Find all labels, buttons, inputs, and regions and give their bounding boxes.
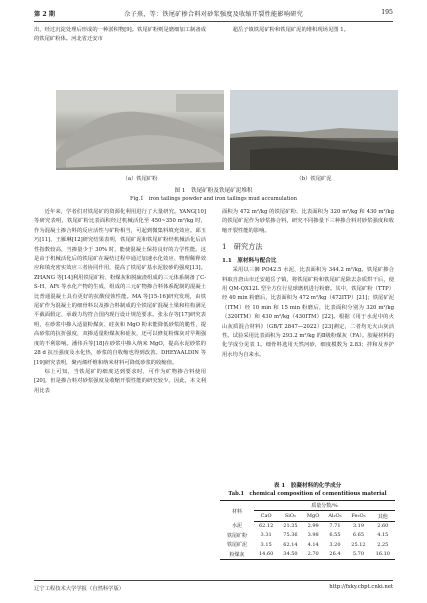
running-title: 佘子熹，等：铁尾矿掺合料对砂浆强度及收缩开裂性能影响研究 [124,11,303,18]
left-column-body [34,208,206,396]
table-cell: 75.36 [283,532,298,539]
footer-journal: 辽宁工程技术大学学报（自然科学版） [34,586,125,592]
figure-subcaption-a: （a）铁尾矿粉 [122,176,158,182]
row-label: 铁尾矿泥 [226,542,247,549]
header-rule [34,21,393,22]
table-row [220,540,395,549]
table-cell: 34.50 [278,549,302,559]
table-cell: 16.10 [371,549,395,559]
table-row [220,531,395,540]
row-label: 铁尾矿粉 [226,532,247,539]
mud-pile-illustration [230,90,398,170]
row-label: 水泥 [231,523,242,530]
column-group-header: 质量分数/% [254,501,395,511]
materials-paragraph: 采用以三狮 PO42.5 水泥，比表面积为 344.2 m²/kg。铁尾矿掺合料取自唐山市迁安超岳子镇，将铁尾矿粉和铁尾矿泥除去杂质烘干后，使用 QM-QX12L 型全方位行星球磨机进行粉磨。其中，铁尾矿粉（TTP）经 40 min 粉磨后，比表面积为 472 m²/kg（472ITP）[21]；铁尾矿泥（ITM）经 10 min 和 15 min 粉磨后，比表面积分别为 320 m²/kg（320ITM）和 430 m²/kg（430ITM）[22]。根据《用于水泥中的火山灰质混合材料》（GB/T 2847—2022）[23]测定，二者均无火山灰活性。试验采用比表面积为 293.2 m²/kg 的Ⅱ级粉煤灰（FA）。胶凝材料的化学成分见表 1。细骨料选用天然河砂，细度模数为 2.83；拌和及养护用水均为自来水。 [222,267,394,358]
table-cell: 3.19 [352,523,365,530]
intro-continuation: 面积为 472 m²/kg 的铁尾矿粉、比表面积为 320 m²/kg 和 430 m²/kg 的铁尾矿泥作为砂浆掺合料，研究不同掺量下三种掺合料对砂浆强度和收缩开裂性能的影响。 [222,209,394,234]
table-title-en: Tab.1 chemical composition of cementitious material [228,491,387,497]
figure-caption-en: Fig.1 iron tailings powder and iron tailings mud accumulation [130,196,297,202]
table-cell: 14.60 [254,549,278,559]
table-cell: 5.70 [346,549,370,559]
table-row [220,521,395,530]
table-cell: 7.71 [329,523,341,530]
table-cell: 3.98 [307,532,319,539]
right-top-paragraph: 超岳子镇铁尾矿粉和铁尾矿泥的堆积现场见图 1。 [232,27,349,33]
table-cell: 2.70 [303,549,324,559]
footer-url[interactable]: http://fxky.cbpt.cnki.net [329,584,393,590]
subsection-heading: 1.1 原材料与配合比 [222,258,277,265]
body-paragraph: 综上可知，当铁尾矿的细度达到要求时，可作为矿物掺合料使用[20]，但是掺合料对砂浆强度及收缩开裂性能的研究较少。因此，本文利用比表 [34,368,206,394]
figure-subcaption-b: （b）铁尾矿泥 [296,176,332,182]
chemical-composition-table [220,500,395,560]
column-header: 其他 [371,511,395,521]
footer-rule [34,580,393,581]
table-cell: 6.65 [352,532,365,539]
table-cell: 3.31 [260,532,272,539]
journal-issue: 第 2 期 [34,11,55,18]
column-header: CaO [254,511,278,521]
table-cell: 2.99 [307,523,319,530]
figure-caption-cn: 图 1 铁尾矿粉及铁尾矿泥堆积 [174,188,253,194]
column-header: Fe₂O₃ [346,511,370,521]
table-cell: 3.15 [260,541,272,548]
table-title-cn: 表 1 胶凝材料的化学成分 [273,483,342,489]
table-row [220,549,395,559]
table-cell: 21.35 [283,523,298,530]
left-top-paragraph: 出，经过沉淀处理后形成的一种淤积物[9]。铁尾矿粉则是磨细加工制备成的铁尾矿粉体。河北省迁安市 [34,27,206,43]
table-cell: 62.12 [258,523,274,530]
column-header-material: 材料 [220,501,254,522]
table-cell: 2.60 [377,523,389,530]
table-cell: 26.4 [324,549,347,559]
page-number: 195 [381,9,393,16]
table-cell: 4.15 [377,532,389,539]
left-top-text [34,26,206,45]
iron-tailings-powder-photo [56,90,224,170]
table-cell: 25.12 [351,541,366,548]
right-top-text [222,26,394,35]
row-label: 粉煤灰 [220,549,254,559]
table-cell: 3.20 [329,541,341,548]
right-column-body [222,208,394,360]
table-cell: 6.55 [329,532,341,539]
column-header: Al₂O₃ [324,511,347,521]
table-cell: 2.25 [377,541,389,548]
body-paragraph: 近年来，学者们对铁尾矿的资源化利用进行了大量研究。YANG[10]等研究表明，铁尾矿粉比表面积经过机械活化至 450~350 m²/kg 时，作为混凝土掺合料的反应活性与矿粉相当，可起到微集料填充效应。邱玉巧[11]、王雁琳[12]研究结果表明，铁尾矿泥和铁尾矿粉经机械活化后活性指数较高，当掺量少于 30% 时，能使混凝土保持良好的力学性能。这是由于机械活化后的铁尾矿在凝结过程中通过加速水化效应、物理稀释效应和填充密实效应三者协同作用，提高了铁尾矿基水泥胶砂的强度[13]。ZHANG 等[14]利用铁尾矿粉、粉煤灰和脱硫渣组成的三元体系制备了C-S-H、AFt 等水化产物的生成，组成的三元矿物掺合料体系配制的混凝土比普通混凝土具有更好的抗酸侵蚀性能。MA 等[15-16]研究发现，由铁尾矿作为混凝土的细骨料以及掺合料制成的全铁尾矿混凝土梁和柱构满足平截面假定、承载力均符合国内现行设计规范要求。张永存等[17]研究表明，在砂浆中掺入适量粉煤灰、硅灰和 MgO 粉末能降低砂浆的脆性，提高砂浆的抗折强度，双掺适量粉煤灰和硅灰，还可以修复粉煤灰对早期强度的不利影响。潘伟兵等[18]在砂浆中掺入纳米 MgO，提高水泥砂浆的 28 d 抗压强度及水化热，砂浆的自收缩也得到改善。DHEYAALDIN 等[19]研究表明，聚丙烯纤维和纳米材料可降低砂浆的收缩值。 [34,209,206,366]
table-cell: 62.14 [283,541,298,548]
powder-pile-illustration [56,90,224,170]
column-header: MgO [303,511,324,521]
table-header-row [220,501,395,511]
table-cell: 4.14 [307,541,319,548]
column-header: SiO₂ [278,511,302,521]
iron-tailings-mud-photo [230,90,398,170]
section-heading: 1 研究方法 [222,242,263,252]
